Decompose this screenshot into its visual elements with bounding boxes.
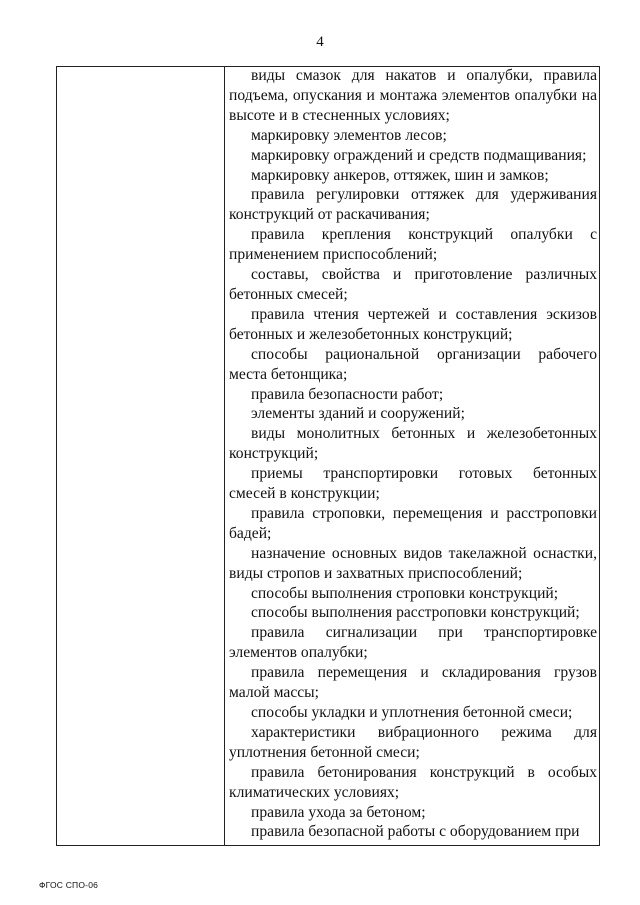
list-item: маркировку анкеров, оттяжек, шин и замков; bbox=[251, 166, 549, 184]
list-item: правила регулировки оттяжек для удерживания конструкций от раскачивания; bbox=[229, 186, 597, 224]
list-item: правила сигнализации при транспортировке элементов опалубки; bbox=[229, 624, 597, 662]
list-item: правила бетонирования конструкций в особых климатических условиях; bbox=[229, 763, 597, 801]
list-item: составы, свойства и приготовление различных бетонных смесей; bbox=[229, 266, 597, 303]
list-item: способы выполнения строповки конструкций; bbox=[251, 584, 559, 602]
column-divider bbox=[224, 67, 225, 846]
knowledge-list bbox=[229, 66, 597, 842]
table-bottom-border bbox=[56, 845, 600, 846]
document-code-footer: ФГОС СПО-06 bbox=[39, 880, 99, 890]
list-item: правила чтения чертежей и составления эскизов бетонных и железобетонных конструкций; bbox=[229, 305, 597, 343]
list-item: маркировку элементов лесов; bbox=[251, 126, 447, 144]
list-item: правила строповки, перемещения и расстроповки бадей; bbox=[229, 504, 597, 542]
list-item: способы рациональной организации рабочего места бетонщика; bbox=[229, 345, 597, 383]
list-item: виды смазок для накатов и опалубки, правила подъема, опускания и монтажа элементов опалубки на высоте и в стесненных условиях; bbox=[229, 67, 597, 124]
list-item: правила безопасной работы с оборудованием при bbox=[251, 823, 580, 841]
list-item: правила перемещения и складирования грузов малой массы; bbox=[229, 664, 597, 702]
list-item: маркировку ограждений и средств подмащивания; bbox=[251, 146, 587, 164]
list-item: элементы зданий и сооружений; bbox=[251, 405, 465, 423]
list-item: способы выполнения расстроповки конструкций; bbox=[251, 604, 580, 622]
list-item: правила безопасности работ; bbox=[251, 385, 444, 403]
list-item: правила ухода за бетоном; bbox=[251, 803, 426, 821]
list-item: способы укладки и уплотнения бетонной смеси; bbox=[251, 704, 573, 721]
list-item: виды монолитных бетонных и железобетонных конструкций; bbox=[229, 425, 597, 463]
list-item: приемы транспортировки готовых бетонных смесей в конструкции; bbox=[229, 465, 597, 503]
list-item: характеристики вибрационного режима для уплотнения бетонной смеси; bbox=[229, 723, 597, 761]
page-number: 4 bbox=[316, 34, 324, 50]
list-item: правила крепления конструкций опалубки с применением приспособлений; bbox=[229, 226, 597, 264]
list-item: назначение основных видов такелажной оснастки, виды стропов и захватных приспособлений; bbox=[229, 544, 597, 582]
